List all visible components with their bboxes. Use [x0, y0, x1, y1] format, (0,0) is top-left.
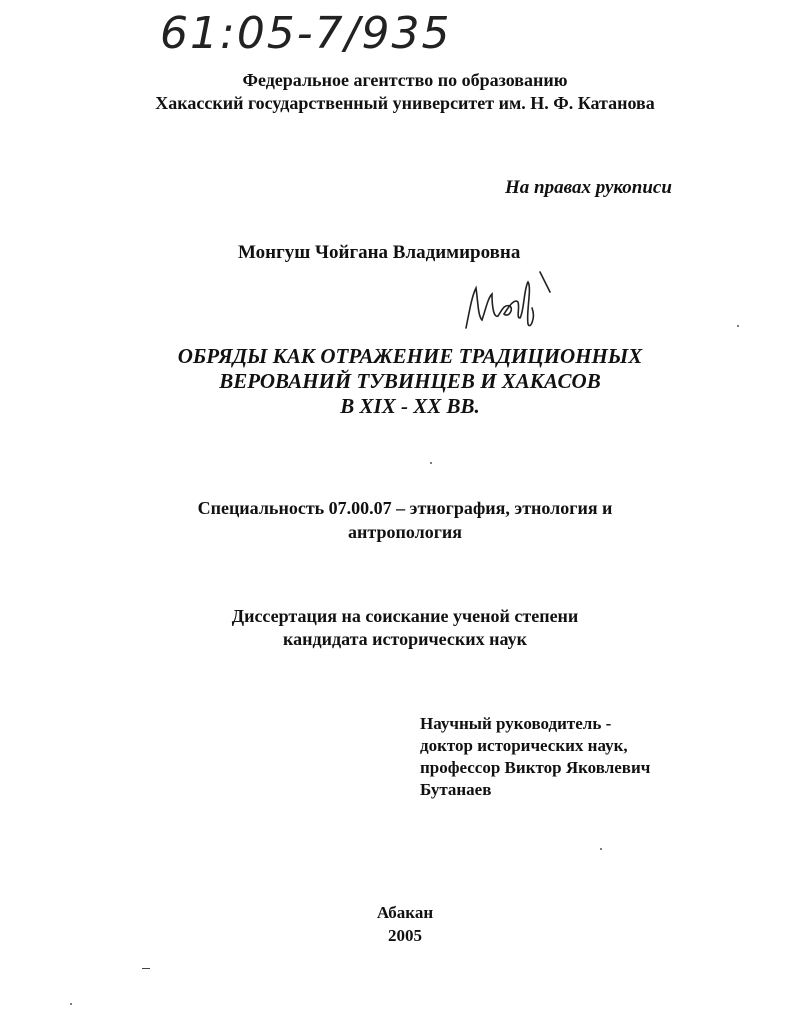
scan-speck	[430, 462, 432, 464]
year: 2005	[388, 926, 422, 945]
city: Абакан	[376, 903, 434, 922]
specialty-line-2: антропология	[348, 522, 462, 542]
signature	[458, 268, 558, 338]
specialty-line-1: Специальность 07.00.07 – этнография, этнология и	[197, 498, 613, 518]
scan-speck	[737, 325, 739, 327]
agency-name: Федеральное агентство по образованию	[242, 70, 568, 90]
dissertation-title-line-2: ВЕРОВАНИЙ ТУВИНЦЕВ И ХАКАСОВ	[219, 369, 601, 393]
scan-speck	[70, 1003, 72, 1005]
advisor-line-2: доктор исторических наук,	[420, 736, 628, 755]
degree-line-1: Диссертация на соискание ученой степени	[231, 606, 579, 626]
archive-number: 61:05-7/935	[160, 8, 452, 59]
university-name: Хакасский государственный университет им. Н. Ф. Катанова	[155, 93, 655, 113]
dissertation-title-line-1: ОБРЯДЫ КАК ОТРАЖЕНИЕ ТРАДИЦИОННЫХ	[177, 344, 643, 368]
dissertation-title-line-3: В XIX - XX ВВ.	[340, 394, 480, 418]
advisor-line-1: Научный руководитель -	[420, 714, 612, 733]
advisor-line-3: профессор Виктор Яковлевич	[420, 758, 651, 777]
author-name: Монгуш Чойгана Владимировна	[238, 242, 521, 263]
advisor-line-4: Бутанаев	[420, 780, 492, 799]
rights-note: На правах рукописи	[505, 177, 672, 198]
scan-speck	[142, 968, 150, 969]
degree-line-2: кандидата исторических наук	[283, 629, 527, 649]
scan-speck	[600, 848, 602, 850]
